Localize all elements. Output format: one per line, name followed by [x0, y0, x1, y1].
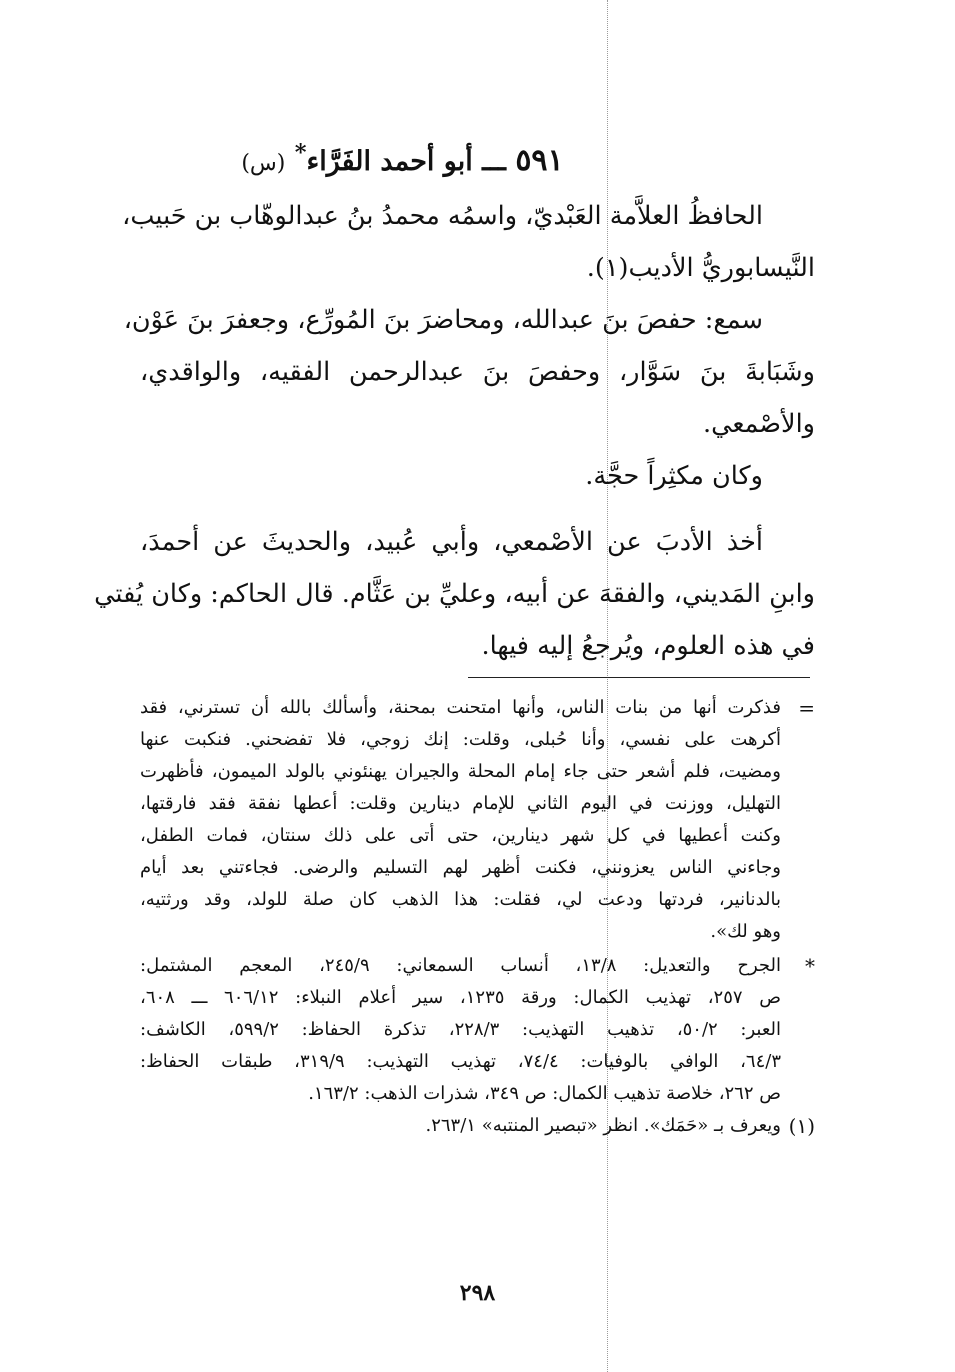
source-line: ص ٢٦٢، خلاصة تذهيب الكمال: ص ٣٤٩، شذرات الذهب: ١٦٣/٢. [308, 1083, 781, 1104]
body-line: الحافظُ العلاَّمة العَبْديّ، واسمُه محمدُ بنُ عبدالوهّاب بن حَبيب، [122, 201, 763, 231]
page-number: ٢٩٨ [459, 1280, 496, 1306]
footnote-line: وجاءني الناس يعزونني، فكنت أظهر لهم التسليم والرضى. فجاءتني بعد أيام [140, 857, 781, 878]
biography-text [94, 190, 815, 672]
entry-number: ٥٩١ [515, 143, 564, 178]
footnote-1 [140, 1110, 815, 1142]
source-star-marker: * [805, 954, 815, 978]
body-line: والأصْمعي. [703, 409, 815, 439]
body-line: أخذ الأدبَ عن الأصْمعي، وأبي عُبيد، والحديثَ عن أحمدَ، [140, 527, 763, 557]
body-line: وكان مكثِراً حجَّة. [585, 461, 763, 491]
body-line: في هذه العلوم، ويُرجعُ إليه فيها. [481, 631, 815, 661]
footnote-line: بالدنانير، فردتها ودعت لي، فقلت: هذا الذهب كان صلة للولد، وقد ورثتيه، [140, 889, 781, 910]
body-line: وشَبَابةَ بنَ سَوَّار، وحفصَ بنَ عبدالرحمن الفقيه، والواقدي، [140, 357, 815, 387]
footnote-separator [468, 677, 810, 678]
footnote-1-marker: (١) [788, 1114, 815, 1138]
entry-heading [160, 133, 645, 184]
continuation-marker: = [798, 696, 815, 720]
source-line [140, 950, 815, 982]
footnote-line: وكنت أعطيها في كل شهر دينارين، حتى أتى على ذلك سنتان، فمات الطفل، [140, 825, 781, 846]
footnote-line: التهليل، ووزنت في اليوم الثاني للإمام دينارين وقلت: أعطها نفقة فقد فارقتها، [140, 793, 781, 814]
entry-symbol: (س) [241, 151, 286, 176]
source-line-text: الجرح والتعديل: ١٣/٨، أنساب السمعاني: ٢٤٥/٩، المعجم المشتمل: [140, 955, 781, 976]
footnote-line: أكرهت على نفسي، وأنا حُبلى، وقلت: إنك زوجي، فلا تفضحني. فنكبت عنها [140, 729, 781, 750]
footnote-line-text: فذكرت أنها من بنات الناس، وأنها امتحنت بمحنة، وأسألك بالله أن تسترني، فقد [140, 697, 781, 718]
source-line: ٦٤/٣، الوافي بالوفيات: ٧٤/٤، تهذيب التهذيب: ٣١٩/٩، طبقات الحفاظ: [140, 1051, 781, 1072]
footnote-line: وهو لك». [710, 921, 781, 942]
entry-name: أبو أحمد الفَرَّاء [306, 146, 473, 177]
source-line: ص ٢٥٧، تهذيب الكمال: ورقة ١٢٣٥، سير أعلام النبلاء: ٦٠٦/١٢ ـــ ٦٠٨، [140, 987, 782, 1008]
entry-dash: ـــ [482, 146, 506, 177]
body-line: سمع: حفصَ بنَ عبدالله، ومحاضرَ بنَ المُورِّع، وجعفرَ بنَ عَوْن، [123, 305, 763, 335]
body-line: وابنِ المَديني، والفقهَ عن أبيه، وعليِّ بن عَثَّام. قال الحاكم: وكان يُفتي [94, 579, 815, 609]
footnote-line: ومضيت، فلم أشعر حتى جاء إمام المحلة والجيران يهنئوني بالولد الميمون، فأظهرت [140, 761, 781, 782]
body-line: النَّيسابوريُّ الأديب(١). [586, 253, 815, 283]
footnote-line [140, 692, 815, 724]
footnote-1-text: ويعرف بـ «حَمَك». انظر «تبصير المنتبه» ٢٦٣/١. [425, 1115, 781, 1136]
footnotes [140, 692, 815, 1142]
entry-star: * [294, 140, 307, 166]
source-line: العبر: ٥٠/٢، تذهيب التهذيب: ٢٢٨/٣، تذكرة الحفاظ: ٥٩٩/٢، الكاشف: [140, 1019, 781, 1040]
